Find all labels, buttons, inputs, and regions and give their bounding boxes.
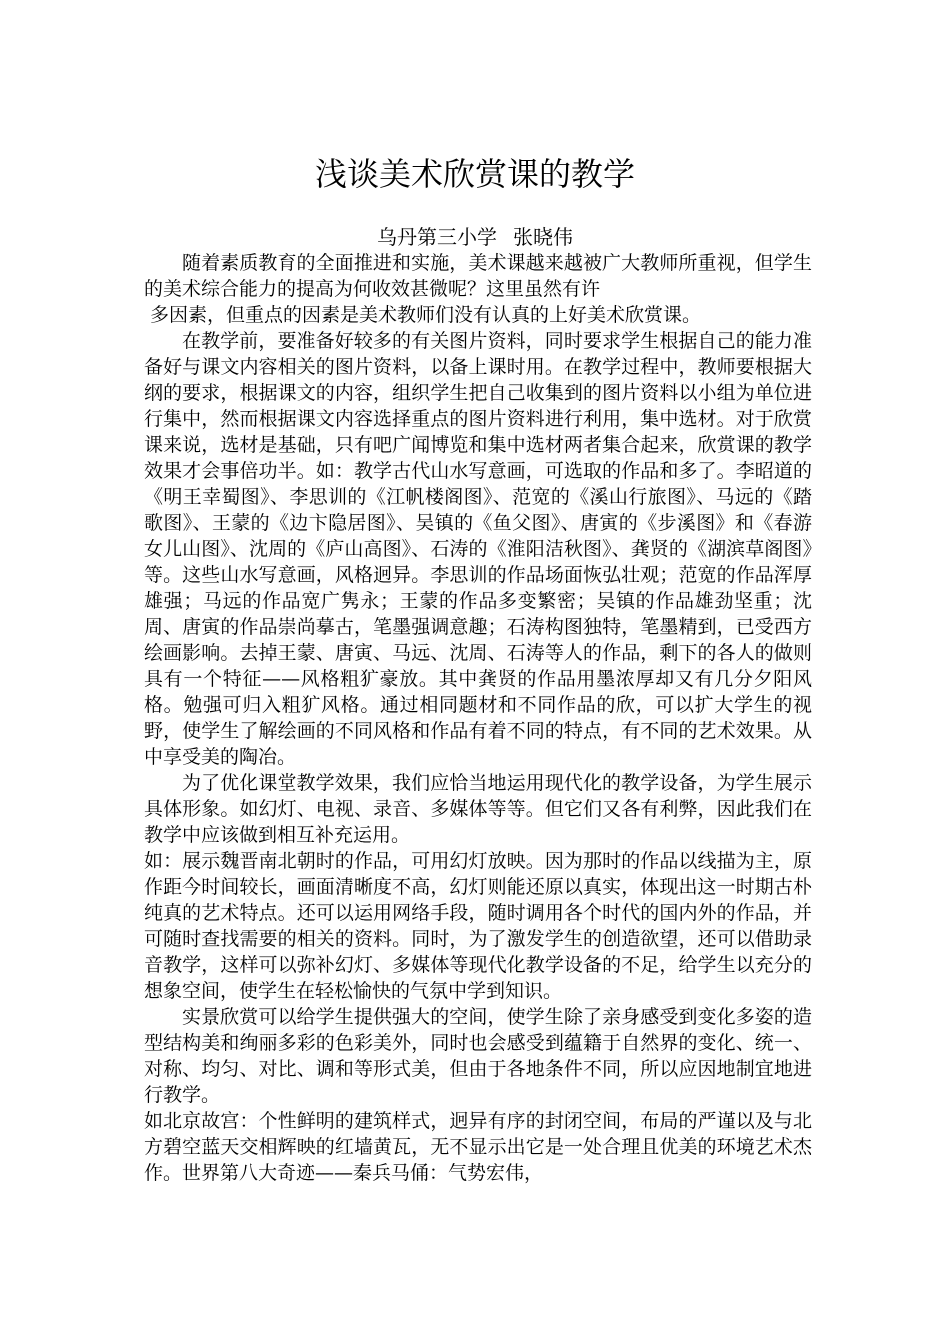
author-name: 张晓伟 bbox=[513, 225, 573, 249]
paragraph-equipment-example: 如：展示魏晋南北朝时的作品，可用幻灯放映。因为那时的作品以线描为主，原作距今时间较长，画面清晰度不高，幻灯则能还原以真实，体现出这一时期古朴纯真的艺术特点。还可以运用网络手段，随时调用各个时代的国内外的作品，并可随时查找需要的相关的资料。同时，为了激发学生的创造欲望，还可以借助录音教学，这样可以弥补幻灯、多媒体等现代化教学设备的不足，给学生以充分的想象空间，使学生在轻松愉快的气氛中学到知识。 bbox=[144, 850, 812, 1002]
document-title: 浅谈美术欣赏课的教学 bbox=[314, 155, 635, 193]
school-name: 乌丹第三小学 bbox=[377, 225, 497, 249]
paragraph-intro: 随着素质教育的全面推进和实施，美术课越来越被广大教师所重视，但学生的美术综合能力的提高为何收效甚微呢？这里虽然有许 bbox=[144, 252, 812, 300]
byline bbox=[0, 224, 950, 250]
paragraph-intro-continued: 多因素，但重点的因素是美术教师们没有认真的上好美术欣赏课。 bbox=[150, 304, 702, 326]
paragraph-modern-equipment: 为了优化课堂教学效果，我们应恰当地运用现代化的教学设备，为学生展示具体形象。如幻灯、电视、录音、多媒体等等。但它们又各有利弊，因此我们在教学中应该做到相互补充运用。 bbox=[144, 772, 812, 846]
article-body bbox=[144, 250, 812, 1186]
paragraph-field-appreciation: 实景欣赏可以给学生提供强大的空间，使学生除了亲身感受到变化多姿的造型结构美和绚丽多彩的色彩美外，同时也会感受到蕴籍于自然界的变化、统一、对称、均匀、对比、调和等形式美，但由于各地条件不同，所以应因地制宜地进行教学。 bbox=[144, 1006, 812, 1106]
paragraph-material-selection: 在教学前，要准备好较多的有关图片资料，同时要求学生根据自己的能力准备好与课文内容相关的图片资料，以备上课时用。在教学过程中，教师要根据大纲的要求，根据课文的内容，组织学生把自己收集到的图片资料以小组为单位进行集中，然而根据课文内容选择重点的图片资料进行利用，集中选材。对于欣赏课来说，选材是基础，只有吧广闻博览和集中选材两者集合起来，欣赏课的教学效果才会事倍功半。如：教学古代山水写意画，可选取的作品和多了。李昭道的《明王幸蜀图》、李思训的《江帆楼阁图》、范宽的《溪山行旅图》、马远的《踏歌图》、王蒙的《边卞隐居图》、吴镇的《鱼父图》、唐寅的《步溪图》和《春游女儿山图》、沈周的《庐山高图》、石涛的《淮阳洁秋图》、龚贤的《湖滨草阁图》等。这些山水写意画，风格迥异。李思训的作品场面恢弘壮观；范宽的作品浑厚雄强；马远的作品宽广隽永；王蒙的作品多变繁密；吴镇的作品雄劲坚重；沈周、唐寅的作品崇尚摹古，笔墨强调意趣；石涛构图独特，笔墨精到，已受西方绘画影响。去掉王蒙、唐寅、马远、沈周、石涛等人的作品，剩下的各人的做则具有一个特征——风格粗犷豪放。其中龚贤的作品用墨浓厚却又有几分夕阳风格。勉强可归入粗犷风格。通过相同题材和不同作品的欣，可以扩大学生的视野，使学生了解绘画的不同风格和作品有着不同的特点，有不同的艺术效果。从中享受美的陶冶。 bbox=[144, 330, 812, 768]
paragraph-field-example: 如北京故宫：个性鲜明的建筑样式，迥异有序的封闭空间，布局的严谨以及与北方碧空蓝天交相辉映的红墙黄瓦，无不显示出它是一处合理且优美的环境艺术杰作。世界第八大奇迹——秦兵马俑：气势宏伟， bbox=[144, 1110, 812, 1184]
